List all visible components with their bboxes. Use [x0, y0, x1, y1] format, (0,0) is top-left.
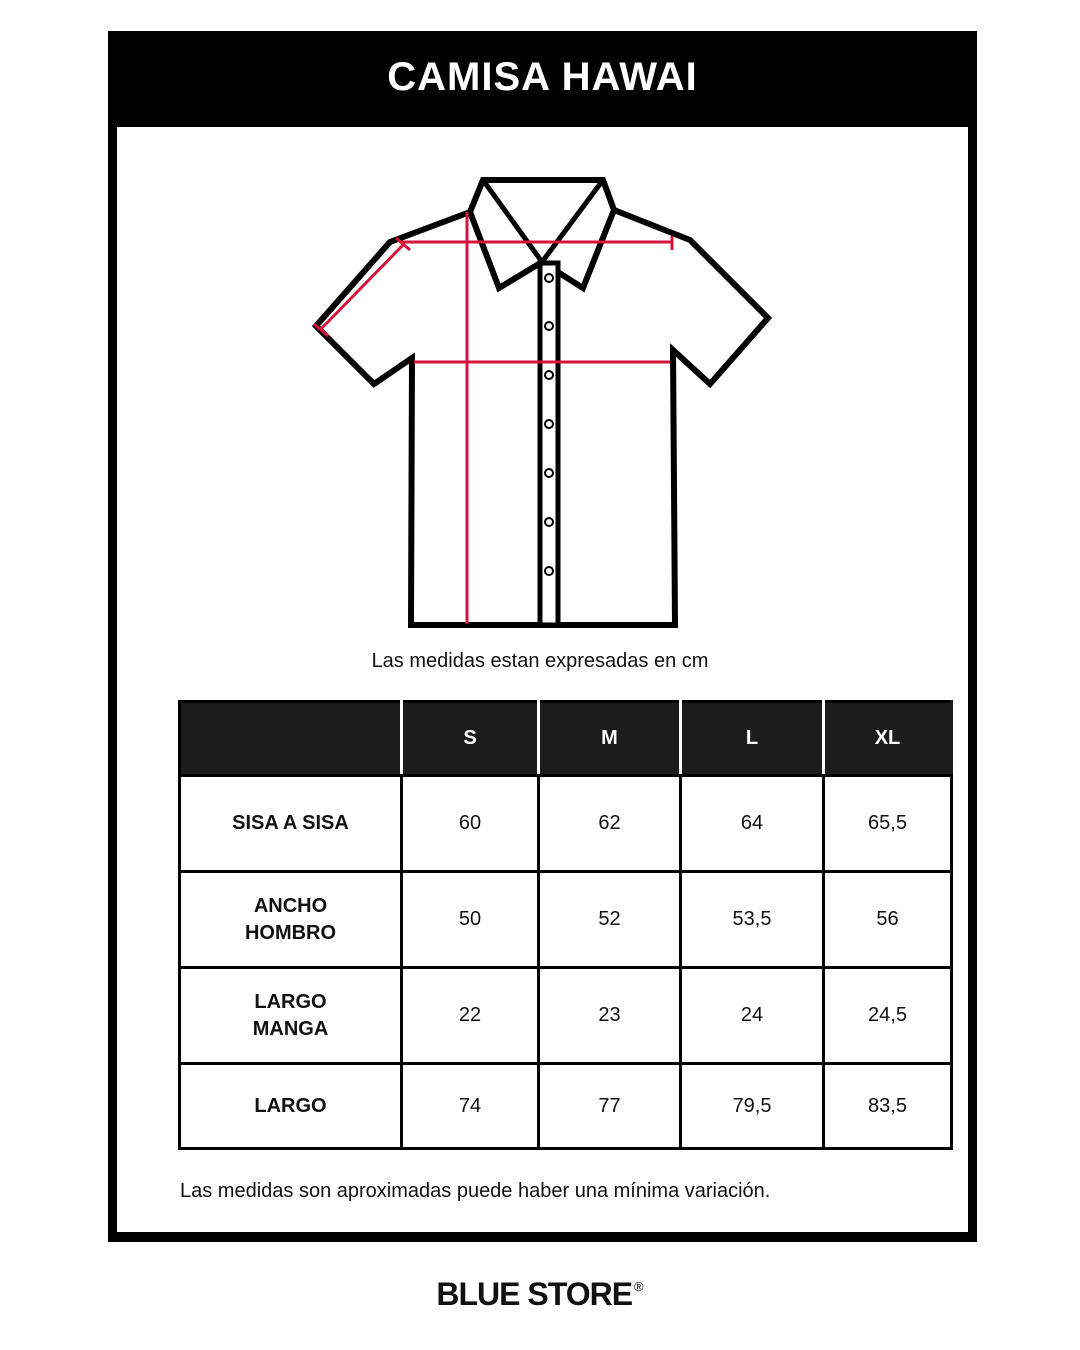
unit-note: Las medidas estan expresadas en cm	[371, 650, 709, 672]
table-cell: 83,5	[824, 1064, 952, 1149]
page-title: CAMISA HAWAI	[387, 54, 698, 99]
button	[545, 274, 553, 282]
table-row	[180, 776, 952, 872]
button	[545, 322, 553, 330]
table-row	[180, 968, 952, 1064]
button	[545, 567, 553, 575]
header-blank	[180, 702, 402, 776]
table-cell: 50	[402, 872, 539, 968]
header-size-m: M	[539, 702, 681, 776]
size-table	[178, 700, 953, 1150]
table-row	[180, 1064, 952, 1149]
table-cell: 53,5	[681, 872, 824, 968]
table-cell: 64	[681, 776, 824, 872]
table-cell: 74	[402, 1064, 539, 1149]
header-size-l: L	[681, 702, 824, 776]
button	[545, 420, 553, 428]
header-size-xl: XL	[824, 702, 952, 776]
table-cell: 65,5	[824, 776, 952, 872]
table-row	[180, 872, 952, 968]
table-cell: 22	[402, 968, 539, 1064]
table-cell: 77	[539, 1064, 681, 1149]
registered-mark: ®	[634, 1279, 644, 1294]
table-cell: 23	[539, 968, 681, 1064]
table-cell: 24,5	[824, 968, 952, 1064]
size-header-row	[180, 702, 952, 776]
table-cell: 60	[402, 776, 539, 872]
button	[545, 371, 553, 379]
row-label: LARGO	[180, 1064, 402, 1149]
button	[545, 518, 553, 526]
button	[545, 469, 553, 477]
header-size-s: S	[402, 702, 539, 776]
brand-logo	[0, 1276, 1080, 1313]
table-cell: 24	[681, 968, 824, 1064]
row-label: LARGO MANGA	[180, 968, 402, 1064]
table-cell: 79,5	[681, 1064, 824, 1149]
row-label: ANCHO HOMBRO	[180, 872, 402, 968]
sleeve-length-line	[320, 244, 404, 330]
table-cell: 56	[824, 872, 952, 968]
disclaimer-note: Las medidas son aproximadas puede haber una mínima variación.	[180, 1180, 771, 1202]
table-cell: 62	[539, 776, 681, 872]
row-label: SISA A SISA	[180, 776, 402, 872]
shirt-diagram	[300, 170, 780, 640]
table-cell: 52	[539, 872, 681, 968]
brand-name: BLUE STORE	[436, 1276, 633, 1312]
